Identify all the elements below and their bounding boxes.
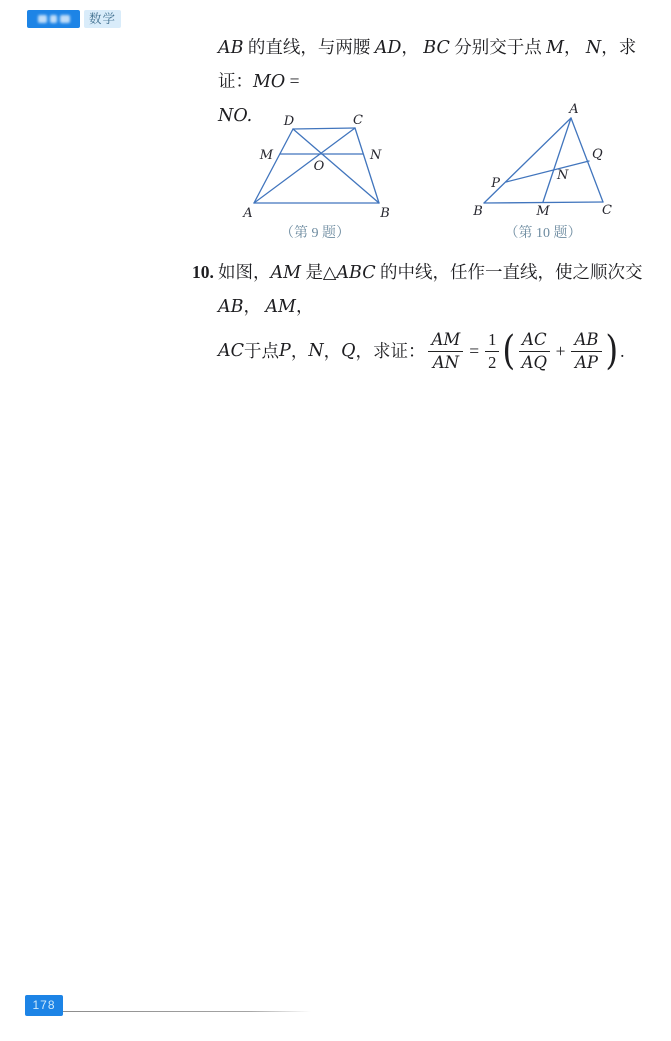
close-parenthesis: ) xyxy=(604,328,618,374)
math-var: AB xyxy=(218,38,244,58)
math-var: N xyxy=(585,38,602,58)
problem10-line2 xyxy=(218,325,670,377)
figure-problem10-triangle xyxy=(465,101,623,224)
fraction-AB-AP xyxy=(571,330,601,373)
blurred-text-mark xyxy=(60,15,70,23)
vertex-label-A: A xyxy=(569,102,579,117)
footer-rule xyxy=(63,1011,311,1012)
triangle-diagram xyxy=(465,101,623,219)
text-run: ， xyxy=(290,340,309,361)
text-run: ， xyxy=(243,296,266,316)
open-parenthesis: ( xyxy=(502,328,516,374)
math-var: AM xyxy=(265,297,296,317)
vertex-label-D: D xyxy=(283,114,295,129)
series-badge xyxy=(27,10,80,28)
math-var: ABC xyxy=(336,263,376,283)
figure10-caption: （第 10 题） xyxy=(504,226,582,241)
text-run: ， xyxy=(295,296,314,316)
vertex-label-C: C xyxy=(353,113,363,128)
fraction-denominator: AN xyxy=(432,352,460,372)
point-label-M: M xyxy=(536,204,550,219)
math-var: Q xyxy=(341,340,356,361)
fraction-numerator: AM xyxy=(428,330,463,352)
point-label-N: N xyxy=(370,148,382,163)
fraction-AC-AQ xyxy=(519,330,550,373)
fraction-AM-AN xyxy=(428,330,463,373)
text-run: 于点 xyxy=(244,340,280,361)
math-var: AC xyxy=(218,340,245,361)
figure-problem9-trapezoid xyxy=(237,112,402,225)
problem10-line1 xyxy=(192,256,670,324)
equals-sign: = xyxy=(469,340,480,361)
point-label-N: N xyxy=(557,168,569,183)
fraction-numerator: AB xyxy=(571,330,601,352)
text-run: 分别交于点 xyxy=(449,37,547,57)
blurred-text-mark xyxy=(50,15,57,23)
math-var: MO xyxy=(253,72,286,92)
text-run: ，求证： xyxy=(218,37,637,91)
text-run: ， xyxy=(323,340,342,361)
figure9-caption: （第 9 题） xyxy=(280,226,350,241)
point-label-Q: Q xyxy=(592,147,603,162)
math-var: AM xyxy=(270,263,302,283)
math-var: AB xyxy=(218,297,244,317)
point-label-O: O xyxy=(313,159,325,174)
trapezoid-diagram xyxy=(237,112,402,220)
fraction-one-half xyxy=(485,330,499,373)
problem-number: 10. xyxy=(192,262,214,282)
fraction-numerator: 1 xyxy=(485,330,499,352)
text-run: 的中线，任作一直线，使之顺次交 xyxy=(375,262,643,282)
text-run: 的直线，与两腰 xyxy=(243,37,375,57)
point-label-P: P xyxy=(491,176,500,191)
vertex-label-B: B xyxy=(380,206,390,220)
fraction-denominator: AQ xyxy=(521,352,548,372)
text-run: ， xyxy=(401,37,424,57)
text-run: = xyxy=(285,71,300,91)
fraction-denominator: AP xyxy=(574,352,598,372)
problem10-line1-text xyxy=(218,256,670,324)
vertex-label-A: A xyxy=(243,206,253,220)
problem9-line1 xyxy=(218,31,670,99)
math-var: P xyxy=(279,340,291,361)
text-run: 如图， xyxy=(218,262,271,282)
period: . xyxy=(620,340,625,361)
vertex-label-C: C xyxy=(602,203,612,218)
text-run: ，求证： xyxy=(355,340,426,361)
page-number-badge: 178 xyxy=(25,995,63,1016)
math-var: BC xyxy=(423,38,450,58)
math-var: N xyxy=(308,340,324,361)
math-var: AD xyxy=(374,38,402,58)
subject-label: 数学 xyxy=(84,10,121,28)
plus-sign: + xyxy=(555,340,566,361)
problem10-block xyxy=(192,256,670,377)
text-run: 是△ xyxy=(301,262,337,282)
vertex-label-B: B xyxy=(473,204,483,219)
math-var: NO. xyxy=(218,106,253,126)
blurred-text-mark xyxy=(38,15,47,23)
math-var: M xyxy=(546,38,565,58)
point-label-M: M xyxy=(259,148,273,163)
text-run: ， xyxy=(564,37,586,57)
fraction-numerator: AC xyxy=(519,330,550,352)
fraction-denominator: 2 xyxy=(488,352,497,372)
